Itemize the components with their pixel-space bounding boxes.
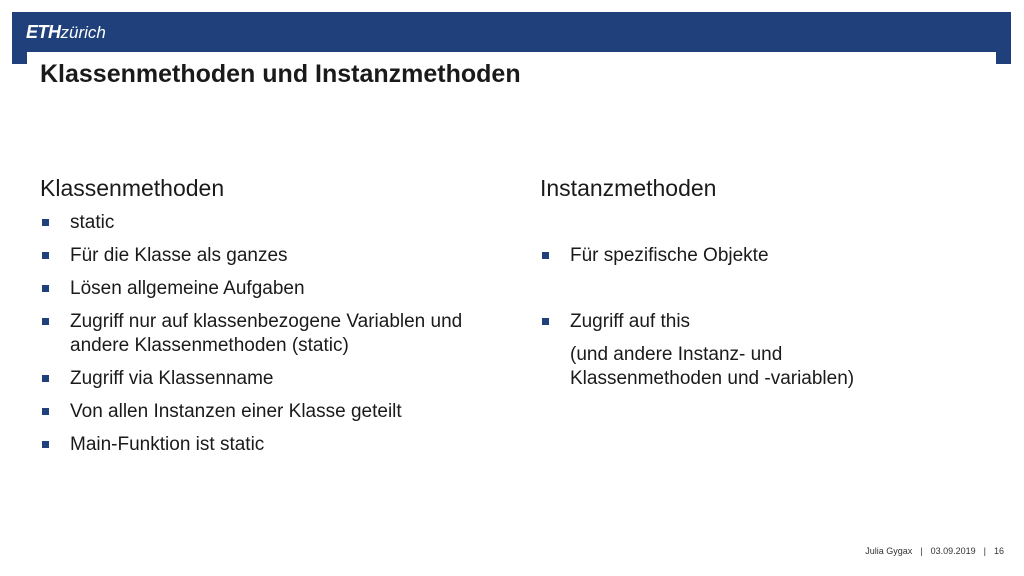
spacer bbox=[540, 211, 990, 235]
bullet-square-icon bbox=[42, 318, 49, 325]
header-bar-tab-right bbox=[996, 52, 1011, 64]
list-item bbox=[40, 433, 510, 457]
eth-zurich-logo bbox=[26, 21, 106, 44]
list-item bbox=[540, 310, 990, 334]
list-item bbox=[40, 211, 510, 235]
spacer bbox=[540, 277, 990, 301]
left-column bbox=[40, 174, 510, 466]
list-item-text: Zugriff via Klassenname bbox=[70, 368, 274, 389]
right-column bbox=[540, 174, 990, 391]
continuation-line-1: (und andere Instanz- und bbox=[570, 344, 783, 365]
bullet-square-icon bbox=[42, 252, 49, 259]
footer-date: 03.09.2019 bbox=[930, 546, 976, 556]
list-item bbox=[40, 310, 510, 358]
logo-zurich-text: zürich bbox=[60, 23, 106, 42]
bullet-square-icon bbox=[42, 219, 49, 226]
logo-eth-text: ETH bbox=[26, 22, 61, 42]
list-item bbox=[540, 244, 990, 268]
list-item bbox=[40, 244, 510, 268]
bullet-square-icon bbox=[42, 375, 49, 382]
list-item bbox=[40, 367, 510, 391]
list-item-text: static bbox=[70, 212, 115, 233]
list-item-text: Lösen allgemeine Aufgaben bbox=[70, 278, 305, 299]
bullet-square-icon bbox=[42, 285, 49, 292]
continuation-line-2: Klassenmethoden und -variablen) bbox=[570, 368, 855, 389]
footer-separator: | bbox=[983, 546, 986, 556]
list-item-text: Von allen Instanzen einer Klasse geteilt bbox=[70, 401, 402, 422]
bullet-square-icon bbox=[42, 408, 49, 415]
footer bbox=[865, 546, 1004, 556]
bullet-square-icon bbox=[542, 252, 549, 259]
right-bullet-list bbox=[540, 244, 990, 334]
slide-title: Klassenmethoden und Instanzmethoden bbox=[40, 60, 521, 88]
left-bullet-list bbox=[40, 211, 510, 457]
bullet-square-icon bbox=[542, 318, 549, 325]
list-item-text: Zugriff auf this bbox=[570, 311, 691, 332]
list-item bbox=[40, 400, 510, 424]
footer-author: Julia Gygax bbox=[865, 546, 913, 556]
bullet-square-icon bbox=[42, 441, 49, 448]
left-column-heading: Klassenmethoden bbox=[40, 175, 225, 201]
footer-page-number: 16 bbox=[993, 546, 1004, 556]
footer-separator: | bbox=[920, 546, 923, 556]
header-bar-tab-left bbox=[12, 52, 27, 64]
list-item-text: Für spezifische Objekte bbox=[570, 245, 769, 266]
list-item-text: Zugriff nur auf klassenbezogene Variablen und andere Klassenmethoden (static) bbox=[70, 311, 463, 356]
list-item-text: Main-Funktion ist static bbox=[70, 434, 265, 455]
header-bar bbox=[12, 12, 1011, 52]
right-column-heading: Instanzmethoden bbox=[540, 175, 717, 201]
list-item bbox=[40, 277, 510, 301]
list-item-text: Für die Klasse als ganzes bbox=[70, 245, 288, 266]
